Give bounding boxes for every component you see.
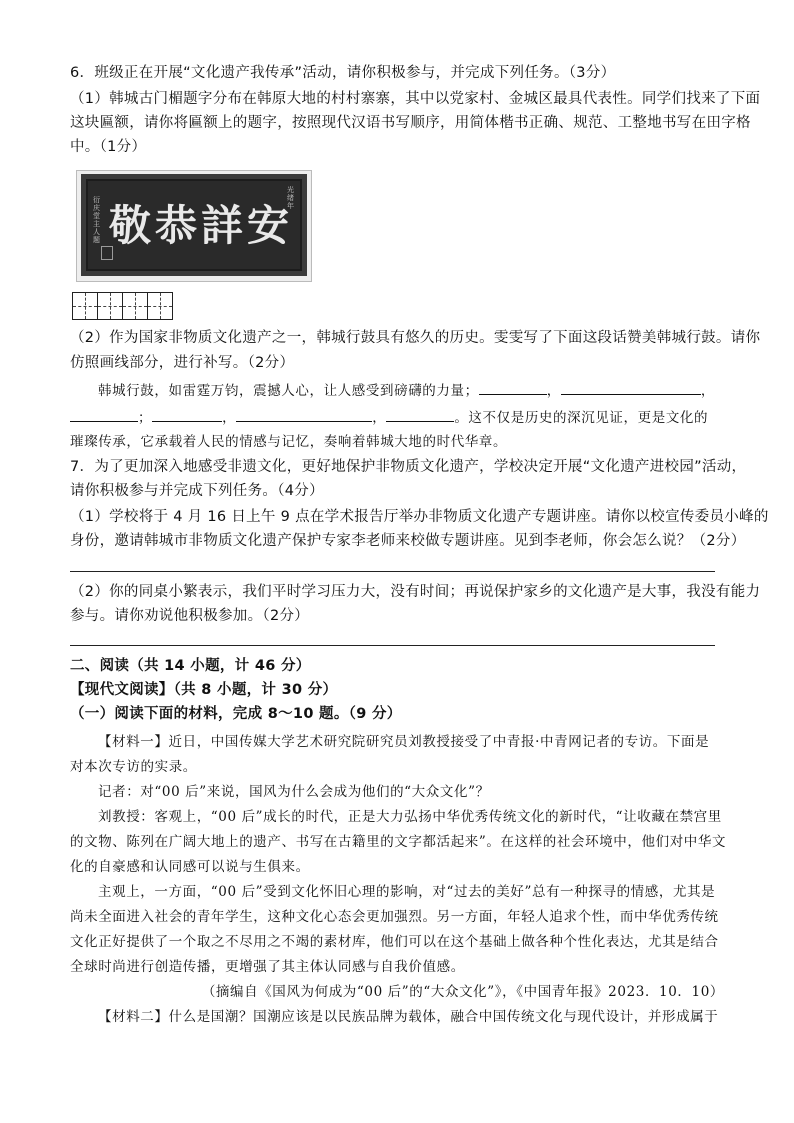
material2-line1: 【材料二】什么是国潮？国潮应该是以民族品牌为载体，融合中国传统文化与现代设计，并形成属于 <box>98 1009 719 1025</box>
material1-line2: 对本次专访的实录。 <box>70 759 197 775</box>
answer-blank[interactable] <box>561 378 701 395</box>
modern-reading-heading: 【现代文阅读】（共 8 小题，计 30 分） <box>70 682 338 698</box>
answer-blank[interactable] <box>386 405 454 422</box>
plaque-char: 恭 <box>154 201 197 250</box>
plaque-board <box>81 174 307 276</box>
q7-title-line2: 请你积极参与并完成下列任务。（4分） <box>70 483 324 499</box>
professor-answer-line3: 化的自豪感和认同感可以说与生俱来。 <box>70 859 310 875</box>
passage-text: 韩城行鼓，如雷霆万钧，震撼人心，让人感受到磅礴的力量； <box>98 383 479 399</box>
subjective-line2: 尚未全面进入社会的青年学生，这种文化心态会更加强烈。另一方面，年轻人追求个性，而中华优秀传统 <box>70 909 719 925</box>
passage-punct: ， <box>222 410 237 426</box>
passage-punct: ； <box>138 410 153 426</box>
q6-part1-line3: 中。（1分） <box>70 139 147 155</box>
q7-part1-line2: 身份，邀请韩城市非物质文化遗产保护专家李老师来校做专题讲座。见到李老师，你会怎么说？（2分） <box>70 533 746 549</box>
q6-part2-line2: 仿照画线部分，进行补写。（2分） <box>70 355 295 371</box>
q6-part2-line1: （2）作为国家非物质文化遗产之一，韩城行鼓具有悠久的历史。雯雯写了下面这段话赞美韩城行鼓。请你 <box>70 330 761 346</box>
q7-title-line1: 7．为了更加深入地感受非遗文化，更好地保护非物质文化遗产，学校决定开展“文化遗产进校园”活动， <box>70 459 747 475</box>
plaque-char: 安 <box>246 201 289 250</box>
q7-part1-line1: （1）学校将于 4 月 16 日上午 9 点在学术报告厅举办非物质文化遗产专题讲座。请你以校宣传委员小峰的 <box>70 509 769 525</box>
tianzige-cell[interactable] <box>97 292 123 320</box>
plaque-right-inscription: 光绪年 <box>287 186 294 210</box>
q7-part2-line1: （2）你的同桌小繁表示，我们平时学习压力大，没有时间；再说保护家乡的文化遗产是大事，我没有能力 <box>70 584 761 600</box>
plaque-characters <box>109 196 289 256</box>
plaque-image <box>76 170 312 282</box>
q6-part1-line1: （1）韩城古门楣题字分布在韩原大地的村村寨寨，其中以党家村、金城区最具代表性。同学们找来了下面 <box>70 91 761 107</box>
part1-heading: （一）阅读下面的材料，完成 8～10 题。（9 分） <box>70 706 402 722</box>
passage-punct: ， <box>546 383 561 399</box>
source-citation: （摘编自《国风为何成为“00 后”的“大众文化”》，《中国青年报》2023．10．10） <box>201 984 724 1000</box>
answer-blank[interactable] <box>236 405 372 422</box>
section-heading: 二、阅读（共 14 小题，计 46 分） <box>70 658 311 674</box>
q6-passage-line3: 璀璨传承，它承载着人民的情感与记忆，奏响着韩城大地的时代华章。 <box>70 434 508 450</box>
subjective-line4: 全球时尚进行创造传播，更增强了其主体认同感与自我价值感。 <box>70 959 465 975</box>
reporter-question: 记者：对“00 后”来说，国风为什么会成为他们的“大众文化”？ <box>98 784 490 800</box>
passage-text: 。这不仅是历史的深沉见证，更是文化的 <box>454 410 709 426</box>
tianzige-cell[interactable] <box>122 292 148 320</box>
passage-punct: ， <box>700 383 715 399</box>
q6-title: 6．班级正在开展“文化遗产我传承”活动，请你积极参与，并完成下列任务。（3分） <box>70 65 616 81</box>
professor-answer-line2: 的文物、陈列在广阔大地上的遗产、书写在古籍里的文字都活起来”。在这样的社会环境中，他们对中华文 <box>70 834 727 850</box>
tianzige-grid[interactable] <box>72 292 172 320</box>
passage-punct: ， <box>372 410 387 426</box>
q6-passage-line1 <box>70 378 724 403</box>
q6-part1-line2: 这块匾额，请你将匾额上的题字，按照现代汉语书写顺序，用简体楷书正确、规范、工整地书写在田字格 <box>70 115 751 131</box>
answer-line[interactable] <box>70 571 715 572</box>
subjective-line3: 文化正好提供了一个取之不尽用之不竭的素材库，他们可以在这个基础上做各种个性化表达，尤其是结合 <box>70 934 719 950</box>
subjective-line1: 主观上，一方面，“00 后”受到文化怀旧心理的影响，对“过去的美好”总有一种探寻的情感，尤其是 <box>98 884 716 900</box>
answer-line[interactable] <box>70 645 715 646</box>
professor-answer-line1: 刘教授：客观上，“00 后”成长的时代，正是大力弘扬中华优秀传统文化的新时代，“让收藏在禁宫里 <box>98 809 722 825</box>
q7-part2-line2: 参与。请你劝说他积极参加。（2分） <box>70 608 310 624</box>
answer-blank[interactable] <box>479 378 547 395</box>
answer-blank[interactable] <box>70 405 138 422</box>
material1-line1: 【材料一】近日，中国传媒大学艺术研究院研究员刘教授接受了中青报·中青网记者的专访。下面是 <box>98 734 710 750</box>
plaque-left-inscription: 衍庆堂主人题 <box>93 196 100 244</box>
tianzige-cell[interactable] <box>72 292 98 320</box>
answer-blank[interactable] <box>152 405 222 422</box>
tianzige-cell[interactable] <box>147 292 173 320</box>
q6-passage-line2 <box>70 405 724 430</box>
plaque-char: 詳 <box>200 201 243 250</box>
plaque-char: 敬 <box>109 201 152 250</box>
